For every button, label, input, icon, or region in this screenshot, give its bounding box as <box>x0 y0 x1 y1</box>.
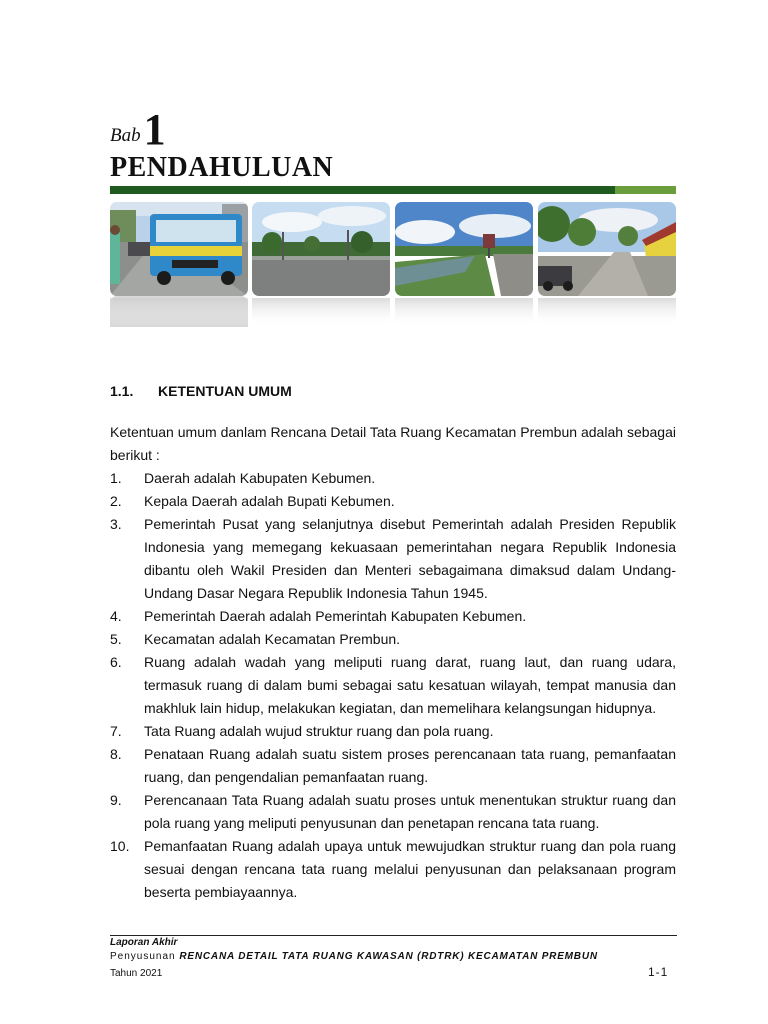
list-item <box>110 513 676 605</box>
road-junction-photo <box>252 202 390 327</box>
footer-rule <box>110 935 677 936</box>
list-item <box>110 651 676 720</box>
list-item <box>110 605 676 628</box>
footer-project-line <box>110 951 598 962</box>
item-text: Perencanaan Tata Ruang adalah suatu proses untuk menentukan struktur ruang dan pola ruang yang meliputi penyusunan dan penetapan rencana tata ruang. <box>144 792 676 831</box>
list-item <box>110 628 676 651</box>
section-heading <box>110 383 292 399</box>
item-number: 2. <box>110 493 122 509</box>
list-item <box>110 490 676 513</box>
section-number: 1.1. <box>110 383 134 399</box>
village-street-photo <box>538 202 676 327</box>
canal-road-photo <box>395 202 533 327</box>
item-number: 1. <box>110 470 122 486</box>
list-item <box>110 835 676 904</box>
item-text: Ruang adalah wadah yang meliputi ruang darat, ruang laut, dan ruang udara, termasuk ruang di dalam bumi sebagai satu kesatuan wilayah, tempat manusia dan makhluk lain hidup, melakukan kegiatan, dan memelihara kelangsungan hidupnya. <box>144 654 676 716</box>
item-text: Pemerintah Pusat yang selanjutnya disebut Pemerintah adalah Presiden Republik Indonesia yang memegang kekuasaan pemerintahan negara Republik Indonesia dibantu oleh Wakil Presiden dan Menteri sebagaimana dimaksud dalam Undang-Undang Dasar Negara Republik Indonesia Tahun 1945. <box>144 516 676 601</box>
list-item <box>110 720 676 743</box>
list-item <box>110 789 676 835</box>
list-item <box>110 743 676 789</box>
item-text: Kecamatan adalah Kecamatan Prembun. <box>144 631 401 647</box>
definition-list <box>110 467 676 904</box>
intro-paragraph: Ketentuan umum danlam Rencana Detail Tata Ruang Kecamatan Prembun adalah sebagai berikut : <box>110 424 676 463</box>
chapter-word: Bab <box>110 125 141 146</box>
item-text: Tata Ruang adalah wujud struktur ruang dan pola ruang. <box>144 723 494 739</box>
item-number: 5. <box>110 631 122 647</box>
footer-report-label: Laporan Akhir <box>110 937 178 948</box>
item-text: Pemanfaatan Ruang adalah upaya untuk mewujudkan struktur ruang dan pola ruang sesuai dengan rencana tata ruang melalui penyusunan dan pelaksanaan program beserta pembiayaannya. <box>144 838 676 900</box>
item-number: 9. <box>110 792 122 808</box>
item-text: Pemerintah Daerah adalah Pemerintah Kabupaten Kebumen. <box>144 608 527 624</box>
title-rule-accent <box>615 186 676 194</box>
footer-project-title: RENCANA DETAIL TATA RUANG KAWASAN (RDTRK) KECAMATAN PREMBUN <box>179 951 598 962</box>
item-number: 8. <box>110 746 122 762</box>
item-number: 7. <box>110 723 122 739</box>
page-number: 1-1 <box>648 965 669 979</box>
title-rule-bar <box>110 186 676 194</box>
footer-year: Tahun 2021 <box>110 968 163 979</box>
item-number: 4. <box>110 608 122 624</box>
item-number: 6. <box>110 654 122 670</box>
chapter-number: 1 <box>143 105 166 154</box>
item-text: Kepala Daerah adalah Bupati Kebumen. <box>144 493 395 509</box>
photo-strip <box>110 202 678 327</box>
item-number: 10. <box>110 838 130 854</box>
chapter-label <box>110 105 166 154</box>
street-angkot-photo <box>110 202 248 327</box>
section-title: KETENTUAN UMUM <box>158 383 292 399</box>
body-text <box>110 421 676 904</box>
item-number: 3. <box>110 516 122 532</box>
footer-prefix: Penyusunan <box>110 951 176 962</box>
item-text: Penataan Ruang adalah suatu sistem proses perencanaan tata ruang, pemanfaatan ruang, dan pengendalian pemanfaatan ruang. <box>144 746 676 785</box>
chapter-title: PENDAHULUAN <box>110 152 334 183</box>
item-text: Daerah adalah Kabupaten Kebumen. <box>144 470 376 486</box>
list-item <box>110 467 676 490</box>
